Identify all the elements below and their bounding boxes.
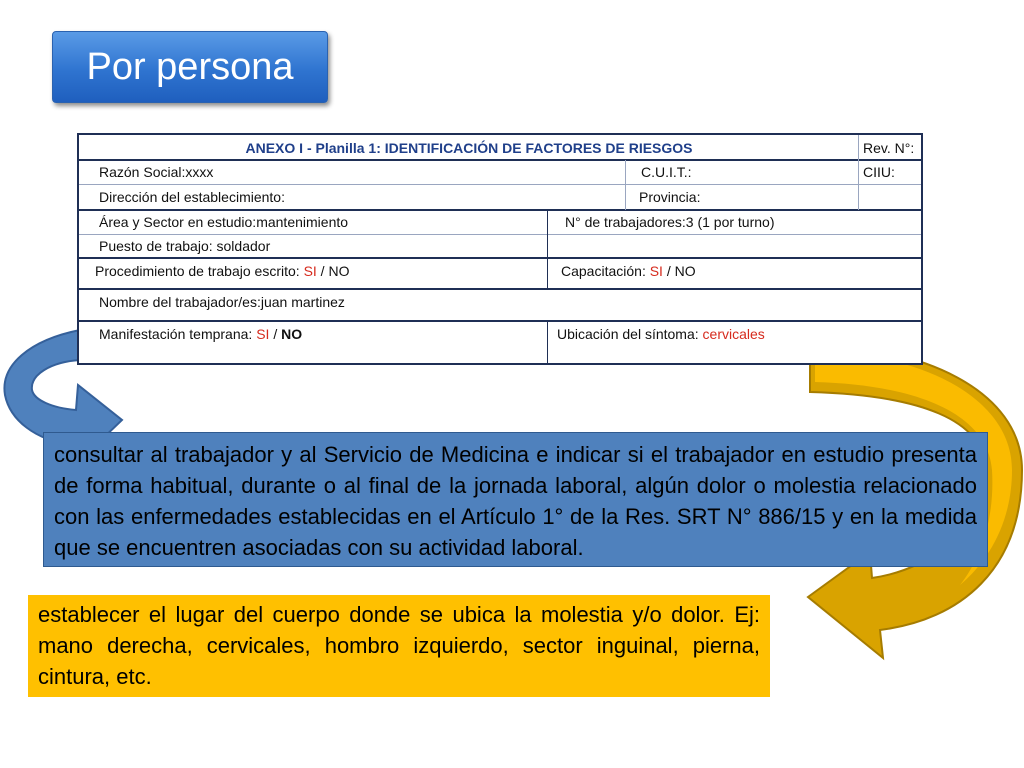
form-header-title: ANEXO I - Planilla 1: IDENTIFICACIÓN DE FACTORES DE RIESGOS (245, 140, 693, 156)
manifestacion-si: SI (256, 326, 270, 342)
manifestacion-field (79, 323, 302, 345)
yellow-instruction-note: establecer el lugar del cuerpo donde se ubica la molestia y/o dolor. Ej: mano derecha, cervicales, hombro izquierdo, sector inguinal, pierna, cintura, etc. (28, 595, 770, 697)
cuit-field: C.U.I.T.: (641, 164, 692, 180)
capacitacion-field (547, 260, 696, 282)
manifestacion-slash: / (269, 326, 282, 342)
direccion-field: Dirección del establecimiento: (99, 189, 285, 205)
procedimiento-no: / NO (316, 263, 350, 279)
procedimiento-si: SI (303, 263, 317, 279)
razon-social-field: Razón Social:xxxx (99, 164, 214, 180)
slide-title: Por persona (52, 31, 328, 103)
capacitacion-si: SI (649, 263, 663, 279)
area-sector-field: Área y Sector en estudio:mantenimiento (99, 214, 349, 230)
provincia-field: Provincia: (639, 189, 701, 205)
num-trabajadores-field: N° de trabajadores:3 (1 por turno) (565, 214, 775, 230)
risk-identification-form (77, 133, 923, 365)
rev-number-field: Rev. N°: (863, 140, 915, 156)
ubicacion-label: Ubicación del síntoma: (557, 326, 703, 342)
ubicacion-value: cervicales (702, 326, 765, 342)
capacitacion-label: Capacitación: (561, 263, 650, 279)
nombre-trabajador-field: Nombre del trabajador/es:juan martinez (99, 294, 345, 310)
procedimiento-field (79, 260, 349, 282)
manifestacion-no: NO (281, 326, 303, 342)
ciiu-field: CIIU: (863, 164, 895, 180)
puesto-trabajo-field: Puesto de trabajo: soldador (99, 238, 271, 254)
manifestacion-label: Manifestación temprana: (99, 326, 257, 342)
ubicacion-sintoma-field (547, 323, 765, 345)
procedimiento-label: Procedimiento de trabajo escrito: (95, 263, 304, 279)
capacitacion-no: / NO (662, 263, 696, 279)
blue-instruction-note: consultar al trabajador y al Servicio de Medicina e indicar si el trabajador en estudio presenta de forma habitual, durante o al final de la jornada laboral, algún dolor o molestia relacionado con las enfermedades establecidas en el Artículo 1° de la Res. SRT N° 886/15 y en la medida que se encuentren asociadas con su actividad laboral. (43, 432, 988, 567)
